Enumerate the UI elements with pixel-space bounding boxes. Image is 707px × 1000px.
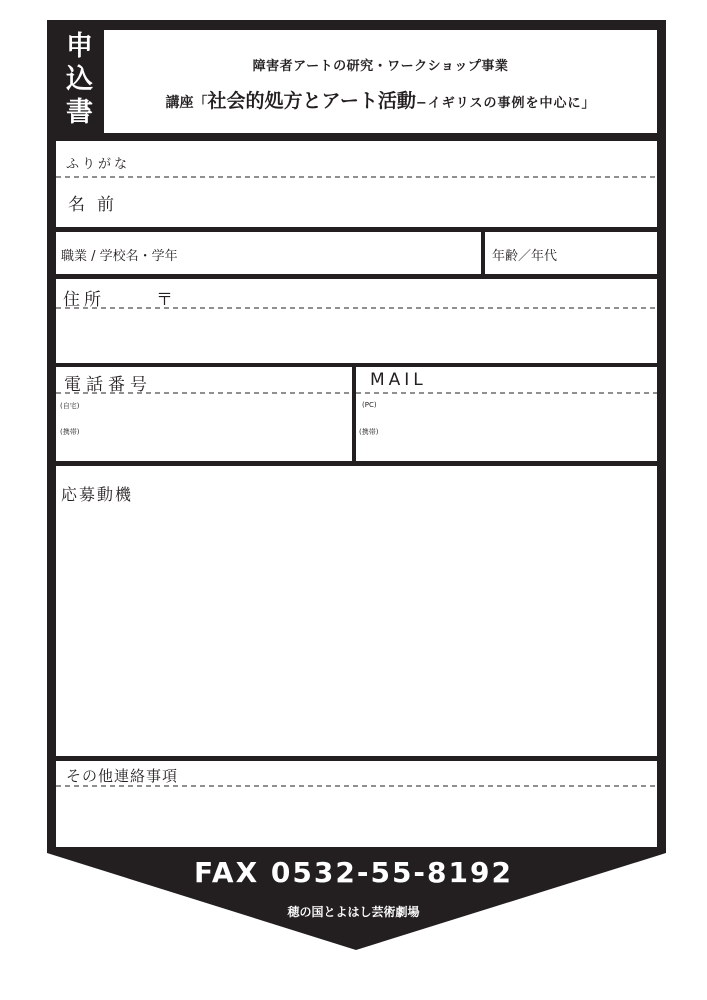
other-notes-input-area[interactable]: [60, 790, 654, 842]
furigana-label: ふりがな: [66, 157, 131, 172]
mail-mobile-label: (携帯): [359, 428, 379, 436]
organization-name: 穂の国とよはし芸術劇場: [287, 905, 420, 919]
name-label: 名前: [68, 195, 126, 215]
postal-mark: 〒: [156, 290, 179, 310]
address-label: 住所: [63, 290, 105, 310]
application-form-label: [56, 30, 103, 133]
phone-label: 電話番号: [64, 375, 152, 395]
course-title-suffix: −イギリスの事例を中心に」: [415, 96, 596, 111]
occupation-label: 職業 / 学校名・学年: [61, 249, 178, 264]
phone-home-label: (自宅): [60, 402, 80, 410]
phone-mobile-label: (携帯): [60, 428, 80, 436]
motivation-label: 応募動機: [61, 485, 134, 504]
name-input-area[interactable]: [200, 180, 650, 220]
course-title: [104, 86, 657, 113]
label-char-1: 申: [66, 31, 93, 62]
label-char-3: 書: [66, 97, 93, 128]
mail-label: MAIL: [370, 370, 427, 390]
other-notes-label: その他連絡事項: [66, 767, 179, 785]
header-title-box: [104, 30, 657, 133]
project-subtitle: 障害者アートの研究・ワークショップ事業: [252, 59, 509, 74]
course-title-prefix: 講座「: [165, 95, 208, 111]
address-input-area[interactable]: [60, 312, 654, 358]
label-char-2: 込: [66, 64, 93, 95]
fax-number: FAX 0532-55-8192: [194, 856, 513, 889]
age-label: 年齢／年代: [492, 249, 558, 264]
mail-pc-label: (PC): [362, 401, 377, 409]
course-title-main: 社会的処方とアート活動: [207, 90, 416, 112]
motivation-input-area[interactable]: [60, 510, 654, 750]
